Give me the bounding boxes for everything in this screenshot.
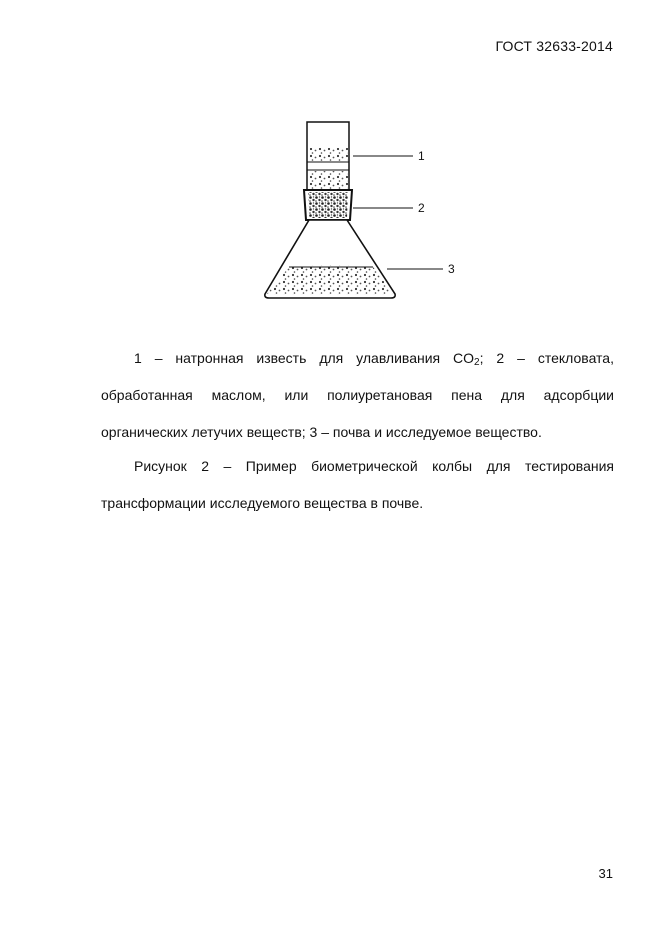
glass-wool-stopper: [304, 190, 352, 220]
legend-line-1: [101, 340, 614, 377]
soda-lime-tube: [307, 122, 349, 190]
biometric-flask-figure: [255, 112, 475, 307]
caption-line-1: Рисунок 2 – Пример биометрической колбы для тестирования: [134, 458, 614, 474]
document-standard-header: ГОСТ 32633-2014: [495, 38, 613, 54]
legend-line-2: обработанная маслом, или полиуретановая пена для адсорбции: [101, 387, 614, 403]
figure-caption: [101, 448, 614, 522]
callout-label-1: 1: [418, 149, 425, 163]
figure-legend: [101, 340, 614, 451]
callout-label-3: 3: [448, 262, 455, 276]
formula-subscript: 2: [474, 357, 480, 368]
page-number: 31: [598, 866, 613, 881]
callout-label-2: 2: [418, 201, 425, 215]
conical-flask: [265, 220, 395, 298]
legend-text-part: ; 2 – стекловата,: [479, 350, 614, 366]
caption-line-2: трансформации исследуемого вещества в почве.: [101, 495, 424, 511]
legend-line-3: органических летучих веществ; 3 – почва и исследуемое вещество.: [101, 424, 542, 440]
flask-drawing: [255, 112, 475, 307]
legend-text-part: 1 – натронная известь для улавливания CO: [134, 350, 475, 366]
